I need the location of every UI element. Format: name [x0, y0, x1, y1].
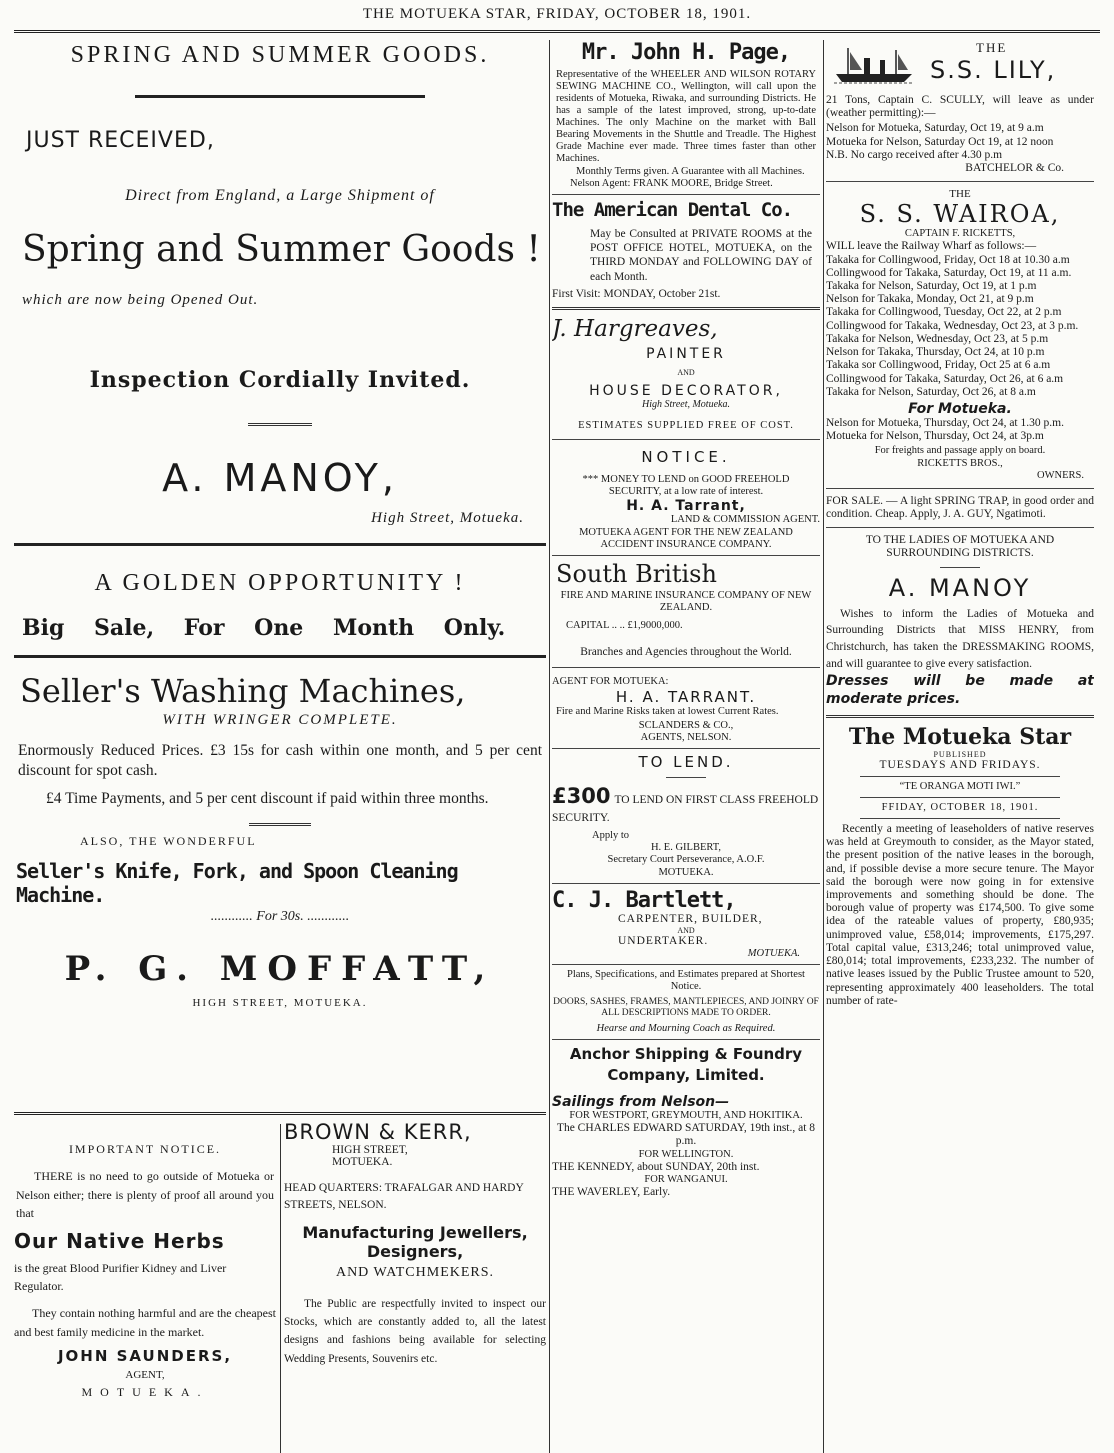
golden-opportunity: A GOLDEN OPPORTUNITY !: [94, 570, 466, 596]
spring-summer-goods: Spring and Summer Goods !: [22, 229, 541, 270]
moffatt-name: P. G. MOFFATT,: [64, 949, 496, 990]
wairoa-sailing: Collingwood for Takaka, Saturday, Oct 26, at 6 a.m: [826, 372, 1064, 385]
page-title: Mr. John H. Page,: [581, 40, 791, 65]
price-time: £4 Time Payments, and 5 per cent discount if paid within three months.: [46, 790, 489, 808]
inspection-invited: Inspection Cordially Invited.: [89, 367, 471, 393]
wairoa-sailing: Takaka for Nelson, Wednesday, Oct 23, at 5 p.m: [826, 332, 1049, 345]
opened-out: which are now being Opened Out.: [22, 292, 259, 308]
price-cash: Enormously Reduced Prices. £3 15s for cash within one month, and 5 per cent discount for spot cash.: [18, 742, 542, 780]
lily-title: S.S. LILY,: [930, 56, 1057, 84]
wairoa-sailing: Collingwood for Takaka, Wednesday, Oct 23, at 3 p.m.: [826, 319, 1079, 332]
wairoa-sailing: Takaka for Collingwood, Tuesday, Oct 22, at 2 p.m: [826, 306, 1062, 319]
brown-kerr-ad: BROWN & KERR, HIGH STREET, MOTUEKA. HEAD QUARTERS: TRAFALGAR AND HARDY STREETS, NELSON. Manufacturing Jewellers, Designers, AND WATCHMEKERS. The Public are respectfully invited to inspect our Stocks, which are constantly added to, all the latest designs and fashions being available for selecting Wedding Presents, Souvenirs etc.: [284, 1120, 546, 1365]
wairoa-sailing: Nelson for Takaka, Monday, Oct 21, at 9 p.m: [826, 293, 1034, 306]
south-british-title: South British: [556, 559, 717, 588]
wairoa-sailing: Nelson for Takaka, Thursday, Oct 24, at 10 p.m: [826, 346, 1045, 359]
hargreaves-title: J. Hargreaves,: [552, 316, 718, 343]
column-three: THE S.S. LILY, 21 Tons, Captain C. SCULLY, will leave as under (weather permitting):— Nelson for Motueka, Saturday, Oct 19, at 9 a.m Motueka for Nelson, Saturday Oct 19, at 12 noon N.B. No cargo received after 4.30 p.m BATCHELOR & Co. THE S. S. WAIROA, CAPTAIN F. RICKETTS, WILL leave the Railway Wharf as follows:— Takaka for Collingwood, Friday, Oct 18 at 10.30 a.m Collingwood for Takaka, Saturday, Oct 19, at 11 a.m. Takaka for Nelson, Saturday, Oct 19, at 1 p.m Nelson for Takaka, Monday, Oct 21, at 9 p.m Takaka for Collingwood, Tuesday, Oct 22, at 2 p.m Collingwood for Takaka, Wednesday, Oct 23, at 3 p.m. Takaka for Nelson, Wednesday, Oct 23, at 5 p.m Nelson for Takaka, Thursday, Oct 24, at 10 p.m Takaka sor Collingwood, Friday, Oct 25 at 6 a.m Collingwood for Takaka, Saturday, Oct 26, at 6 a.m Takaka for Nelson, Saturday, Oct 26, at 8 a.m For Motueka. Nelson for Motueka, Thursday, Oct 24, at 1.30 p.m. Motueka for Nelson, Thursday, Oct 24, at 3p.m For freights and passage apply on board. RICKETTS BROS., OWNERS. FOR SALE. — A light SPRING TRAP, in good order and condition. Cheap. Apply, J. A. GUY, Ngatimoti. TO THE LADIES OF MOTUEKA AND SURROUNDING DISTRICTS. A. MANOY Wishes to inform the Ladies of Motueka and Surrounding Districts that MISS HENRY, from Christchurch, has taken the DRESSMAKING ROOMS, and will guarantee to give every satisfaction. Dresses will be made at moderate prices. The Motueka Star PUBLISHED TUESDAYS AND FRIDAYS. “TE ORANGA MOTI IWI.” FFIDAY, OCTOBER 18, 1901. Recently a meeting of leaseholders of native reserves was held at Greymouth to consider, as the Mayor stated, the present position of the native leases in the borough, and, if possible devise a more secure tenure. The Mayor said the borough were now going in for extensive improvements and something should be done. The borough value of property was £174,500. To give some idea of the rateable values of property, £80,935; unimproved value, £58,014; improvements, £175,297. Total capital value, £313,246; total unimproved value, £80,014; total improvements, £233,232. The number of native leases issued by the Public Trustee amount to 520, representing approximately 400 leaseholders. The total number of rate-: [826, 40, 1094, 1007]
sellers-washing: Seller's Washing Machines,: [20, 672, 466, 710]
wairoa-sailings: [826, 254, 1094, 399]
manoy-name: A. MANOY,: [162, 456, 398, 500]
manoy-address: High Street, Motueka.: [371, 510, 524, 526]
direct-from-england: Direct from England, a Large Shipment of: [125, 187, 435, 204]
brown-kerr-title: BROWN & KERR,: [284, 1120, 472, 1144]
column-divider: [280, 1124, 281, 1453]
big-sale: Big Sale, For One Month Only.: [22, 615, 506, 641]
spring-head: SPRING AND SUMMER GOODS.: [70, 42, 490, 68]
for-30s: ............ For 30s. ............: [210, 909, 350, 925]
column-divider: [823, 40, 824, 1453]
just-received: JUST RECEIVED,: [26, 128, 215, 153]
bartlett-title: C. J. Bartlett,: [552, 887, 736, 913]
important-notice: IMPORTANT NOTICE.: [68, 1142, 222, 1156]
moffatt-address: HIGH STREET, MOTUEKA.: [192, 997, 368, 1010]
knife-machine: Seller's Knife, Fork, and Spoon Cleaning Machine.: [16, 859, 458, 908]
wairoa-sailing: Collingwood for Takaka, Saturday, Oct 19, at 11 a.m.: [826, 266, 1072, 279]
star-title: The Motueka Star: [848, 723, 1072, 750]
ladies-manoy: A. MANOY: [888, 573, 1032, 602]
masthead-rule: [14, 30, 1100, 33]
steamship-icon: [834, 46, 914, 84]
wairoa-sailing: Takaka for Nelson, Saturday, Oct 19, at 1 p.m: [826, 280, 1037, 293]
saunders-ad: IMPORTANT NOTICE. THERE is no need to go outside of Motueka or Nelson either; there is plenty of proof all around you that Our Native Herbs is the great Blood Purifier Kidney and Liver Regulator. They contain nothing harmful and are the cheapest and best family medicine in the market. JOHN SAUNDERS, AGENT, MOTUEKA.: [14, 1142, 276, 1400]
native-herbs: Our Native Herbs: [14, 1228, 225, 1253]
dental-title: The American Dental Co.: [552, 198, 793, 221]
wairoa-title: S. S. WAIROA,: [859, 200, 1061, 229]
masthead: THE MOTUEKA STAR, FRIDAY, OCTOBER 18, 1901.: [362, 6, 752, 22]
leaseholders-article: Recently a meeting of leaseholders of native reserves was held at Greymouth to consider, as the Mayor stated, the present position of the native leases in the borough, and, if possible devise a more secure tenure. The Mayor said the borough were now going in for extensive improvements and something should be done. The borough value of property was £174,500. To give some idea of the rateable values of property, £80,935; unimproved value, £58,014; improvements, £175,297. Total capital value, £313,246; total unimproved value, £80,014; total improvements, £233,232. The number of native leases issued by the Public Trustee amount to 520, representing approximately 400 leaseholders. The total number of rate-: [826, 822, 1094, 1007]
column-divider: [549, 40, 550, 1453]
column-two: Mr. John H. Page, Representative of the WHEELER AND WILSON ROTARY SEWING MACHINE CO., Wellington, will call upon the residents of Motueka, Riwaka, and surrounding Districts. He has a sample of the latest improved, strong, up-to-date Machines. The only Machine on the market with Ball Bearing Movements in the Shuttle and Treadle. The Highest Grade Machine ever made. Three times faster than other Machines. Monthly Terms given. A Guarantee with all Machines. Nelson Agent: FRANK MOORE, Bridge Street. The American Dental Co. May be Consulted at PRIVATE ROOMS at the POST OFFICE HOTEL, MOTUEKA, on the THIRD MONDAY and FOLLOWING DAY of each Month. First Visit: MONDAY, October 21st. J. Hargreaves, PAINTER AND HOUSE DECORATOR, High Street, Motueka. ESTIMATES SUPPLIED FREE OF COST. NOTICE. *** MONEY TO LEND on GOOD FREEHOLD SECURITY, at a low rate of interest. H. A. Tarrant, LAND & COMMISSION AGENT. MOTUEKA AGENT FOR THE NEW ZEALAND ACCIDENT INSURANCE COMPANY. South British FIRE AND MARINE INSURANCE COMPANY OF NEW ZEALAND. CAPITAL .. .. £1,9000,000. Branches and Agencies throughout the World. AGENT FOR MOTUEKA: H. A. TARRANT. Fire and Marine Risks taken at lowest Current Rates. SCLANDERS & CO., AGENTS, NELSON. TO LEND. £300 TO LEND ON FIRST CLASS FREEHOLD SECURITY. Apply to H. E. GILBERT, Secretary Court Perseverance, A.O.F. MOTUEKA. C. J. Bartlett, CARPENTER, BUILDER, AND UNDERTAKER. MOTUEKA. Plans, Specifications, and Estimates prepared at Shortest Notice. DOORS, SASHES, FRAMES, MANTLEPIECES, AND JOINRY OF ALL DESCRIPTIONS MADE TO ORDER. Hearse and Mourning Coach as Required. Anchor Shipping & Foundry Company, Limited. Sailings from Nelson— FOR WESTPORT, GREYMOUTH, AND HOKITIKA. The CHARLES EDWARD SATURDAY, 19th inst., at 8 p.m. FOR WELLINGTON. THE KENNEDY, about SUNDAY, 20th inst. FOR WANGANUI. THE WAVERLEY, Early.: [552, 40, 820, 1198]
wairoa-sailing: Takaka sor Collingwood, Friday, Oct 25 at 6 a.m: [826, 359, 1051, 372]
wairoa-sailing: Takaka for Collingwood, Friday, Oct 18 at 10.30 a.m: [826, 253, 1070, 266]
saunders-name: JOHN SAUNDERS,: [57, 1347, 233, 1366]
notice-title: NOTICE.: [641, 448, 731, 467]
jewellers: Manufacturing Jewellers, Designers,: [302, 1222, 528, 1261]
lend-amount: £300: [552, 784, 611, 809]
also-wonderful: ALSO, THE WONDERFUL: [80, 834, 257, 849]
for-sale-ad: FOR SALE. — A light SPRING TRAP, in good order and condition. Cheap. Apply, J. A. GUY, Ngatimoti.: [826, 494, 1094, 520]
anchor-title: Anchor Shipping & Foundry Company, Limited.: [569, 1045, 803, 1085]
wairoa-sailing: Takaka for Nelson, Saturday, Oct 26, at 8 a.m: [826, 385, 1036, 398]
wringer: WITH WRINGER COMPLETE.: [162, 712, 398, 728]
to-lend-title: TO LEND.: [638, 753, 734, 772]
manoy-moffatt-ads: [14, 40, 546, 1110]
